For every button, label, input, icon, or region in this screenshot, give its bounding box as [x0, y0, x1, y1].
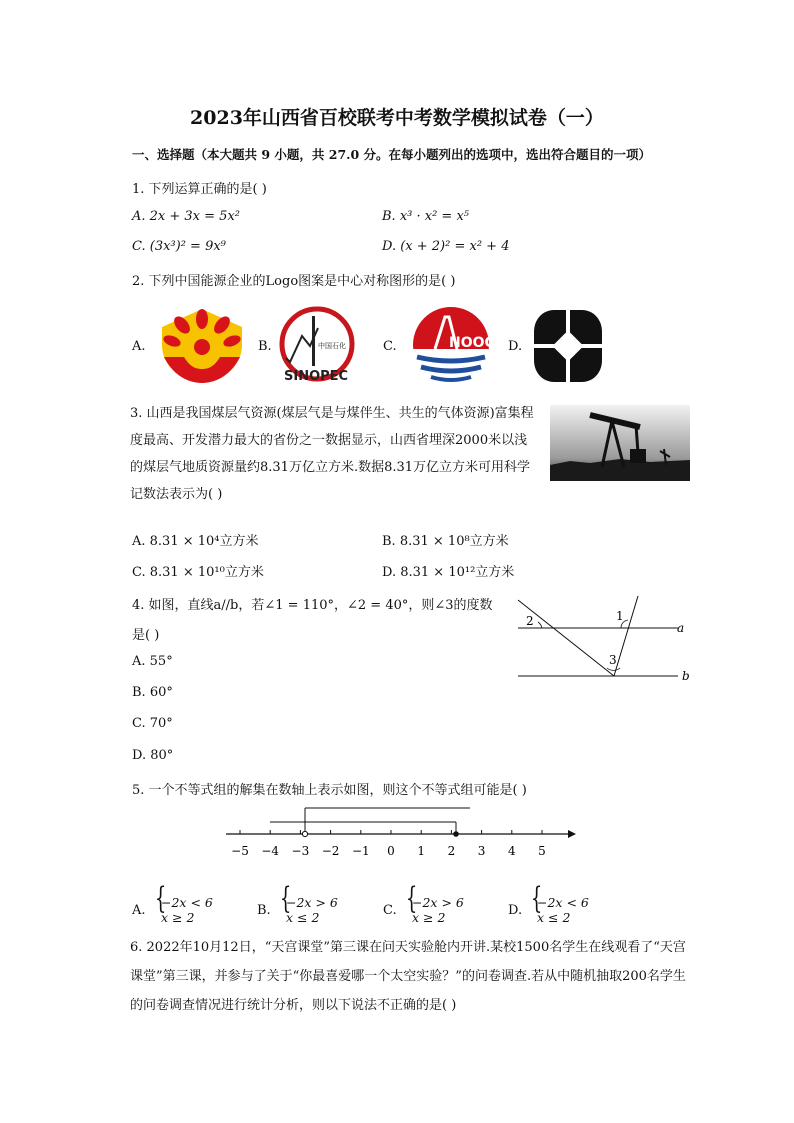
sinopec-wordmark: SINOPEC	[284, 369, 349, 384]
number-line-tick-label: 4	[507, 844, 516, 858]
line-a-label: a	[677, 621, 685, 635]
number-line-arrow	[568, 830, 576, 838]
number-line-tick-label: 3	[477, 844, 486, 858]
q1-stem: 1. 下列运算正确的是( )	[132, 182, 267, 197]
q5-d-ineq1: −2x < 6	[537, 895, 589, 910]
number-line-tick-label: −1	[351, 844, 370, 858]
q5-b-ineq1: −2x > 6	[286, 895, 338, 910]
number-line-tick-label: −2	[321, 844, 340, 858]
q2-stem: 2. 下列中国能源企业的Logo图案是中心对称图形的是( )	[132, 274, 456, 289]
q5-b-ineq2: x ≤ 2	[286, 910, 320, 925]
sinopec-logo	[278, 306, 356, 386]
section-heading: 一、选择题（本大题共 9 小题，共 27.0 分。在每小题列出的选项中，选出符合题目的一项）	[132, 147, 652, 162]
q5-stem: 5. 一个不等式组的解集在数轴上表示如图，则这个不等式组可能是( )	[132, 783, 527, 798]
q4-option-d: D. 80°	[132, 748, 174, 763]
cnooc-logo	[405, 305, 497, 387]
q5-option-c-system	[404, 895, 464, 925]
line-b-label: b	[682, 669, 690, 683]
q5-c-ineq2: x ≥ 2	[412, 910, 446, 925]
q5-option-a-label: A.	[132, 903, 146, 918]
number-line-tick-label: 5	[538, 844, 546, 858]
q3-option-b: B. 8.31 × 10⁸立方米	[382, 534, 509, 549]
oil-pump-photo	[550, 405, 690, 481]
q5-option-c-label: C.	[383, 903, 397, 918]
q5-option-a-system	[153, 895, 213, 925]
number-line	[222, 800, 578, 864]
q2-option-a-label: A.	[132, 339, 146, 354]
q2-option-d-label: D.	[508, 339, 523, 354]
number-line-tick-label: −4	[261, 844, 280, 858]
number-line-tick-label: −3	[291, 844, 310, 858]
q5-d-ineq2: x ≤ 2	[537, 910, 571, 925]
q4-option-a: A. 55°	[132, 654, 173, 669]
q5-option-d-system	[529, 895, 589, 925]
angle-2-label: 2	[526, 614, 534, 628]
q5-a-ineq2: x ≥ 2	[161, 910, 195, 925]
q1-option-a: A. 2x + 3x = 5x²	[132, 209, 240, 224]
sinopec-chinese-text: 中国石化	[318, 342, 346, 350]
closed-dot-2	[453, 831, 459, 837]
q2-option-c-label: C.	[383, 339, 397, 354]
q5-c-ineq1: −2x > 6	[412, 895, 464, 910]
q4-stem-line1: 4. 如图，直线a//b，若∠1 = 110°，∠2 = 40°，则∠3的度数	[132, 598, 493, 613]
q1-option-c: C. (3x³)² = 9x⁹	[132, 239, 226, 254]
quatrefoil-logo	[530, 308, 606, 384]
open-dot-minus-3	[302, 831, 307, 836]
q6-text: 6. 2022年10月12日，“天宫课堂”第三课在问天实验舱内开讲.某校1500名学生在线观看了“天宫课堂”第三课，并参与了关于“你最喜爱哪一个太空实验？”的问卷调查.若从中随机抽取200名学生的问卷调查情况进行统计分析，则以下说法不正确的是( )	[130, 940, 686, 1013]
q4-option-b: B. 60°	[132, 685, 173, 700]
q2-option-b-label: B.	[258, 339, 272, 354]
q5-option-b-label: B.	[257, 903, 271, 918]
q1-option-d: D. (x + 2)² = x² + 4	[382, 239, 510, 254]
q5-option-d-label: D.	[508, 903, 523, 918]
q3-option-d: D. 8.31 × 10¹²立方米	[382, 565, 515, 580]
q4-option-c: C. 70°	[132, 716, 173, 731]
cnooc-wordmark: NOOC	[449, 335, 495, 351]
q4-stem-line2: 是( )	[132, 628, 160, 643]
q3-text: 3. 山西是我国煤层气资源(煤层气是与煤伴生、共生的气体资源)富集程度最高、开发潜力最大的省份之一数据显示，山西省埋深2000米以浅的煤层气地质资源量约8.31万亿立方米.数据8.31万亿立方米可用科学记数法表示为( )	[130, 406, 534, 502]
q3-option-c: C. 8.31 × 10¹⁰立方米	[132, 565, 264, 580]
number-line-tick-label: −5	[231, 844, 249, 858]
number-line-tick-label: 1	[417, 844, 426, 858]
number-line-tick-label: 2	[447, 844, 456, 858]
q5-option-b-system	[278, 895, 338, 925]
angle-3-label: 3	[609, 653, 617, 667]
number-line-tick-label: 0	[387, 844, 395, 858]
q5-a-ineq1: −2x < 6	[161, 895, 213, 910]
paper-title: 2023年山西省百校联考中考数学模拟试卷（一）	[190, 107, 604, 129]
q4-figure-parallel-lines	[510, 592, 700, 684]
angle-1-label: 1	[616, 609, 624, 623]
q1-option-b: B. x³ · x² = x⁵	[382, 209, 470, 224]
petrochina-logo	[160, 305, 245, 385]
q3-option-a: A. 8.31 × 10⁴立方米	[132, 534, 259, 549]
